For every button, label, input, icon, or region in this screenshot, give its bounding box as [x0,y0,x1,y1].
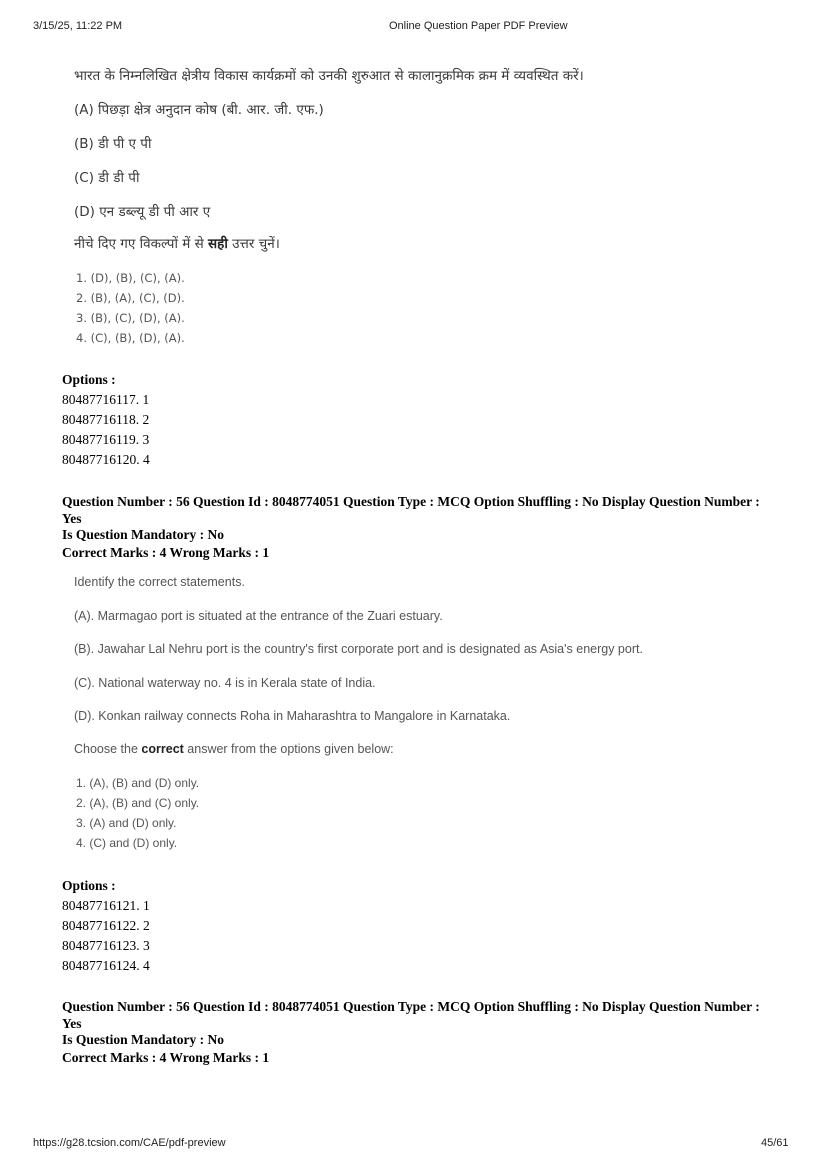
options-list [62,876,150,976]
question-stem: भारत के निम्नलिखित क्षेत्रीय विकास कार्यक्रमों को उनकी शुरुआत से कालानुक्रमिक क्रम में व्यवस्थित करें। [74,68,584,84]
question-meta [62,494,782,561]
options-label: Options : [62,878,116,893]
print-datetime: 3/15/25, 11:22 PM [33,20,123,32]
statement-c: (C). National waterway no. 4 is in Kerala state of India. [74,676,376,690]
options-list [62,370,150,470]
print-title: Online Question Paper PDF Preview [389,20,568,32]
statement-a: (A) पिछड़ा क्षेत्र अनुदान कोष (बी. आर. जी. एफ.) [74,102,324,118]
choice-4: 4. (C), (B), (D), (A). [76,331,185,345]
statement-b: (B). Jawahar Lal Nehru port is the country's first corporate port and is designated as Asia's energy port. [74,642,643,656]
statement-d: (D) एन डब्ल्यू डी पी आर ए [74,204,211,220]
question-meta-line: Question Number : 56 Question Id : 8048774051 Question Type : MCQ Option Shuffling : No Display Question Number : Yes [62,999,760,1031]
page-url: https://g28.tcsion.com/CAE/pdf-preview [33,1137,226,1149]
statement-a: (A). Marmagao port is situated at the entrance of the Zuari estuary. [74,609,443,623]
instruction-post: answer from the options given below: [183,742,394,756]
instruction-pre: Choose the [74,742,142,756]
option-id: 80487716124. 4 [62,958,150,973]
option-id: 80487716122. 2 [62,918,150,933]
question-instruction [74,742,394,756]
choice-4: 4. (C) and (D) only. [76,836,178,850]
choice-3: 3. (B), (C), (D), (A). [76,311,185,325]
statement-b: (B) डी पी ए पी [74,136,152,152]
instruction-post: उत्तर चुनें। [227,236,280,252]
option-id: 80487716117. 1 [62,392,150,407]
question-meta-line: Question Number : 56 Question Id : 8048774051 Question Type : MCQ Option Shuffling : No Display Question Number : Yes [62,494,760,526]
question-meta [62,999,782,1066]
option-id: 80487716118. 2 [62,412,150,427]
choice-1: 1. (D), (B), (C), (A). [76,271,185,285]
question-stem: Identify the correct statements. [74,575,245,589]
question-mandatory: Is Question Mandatory : No [62,527,225,542]
option-id: 80487716121. 1 [62,898,150,913]
option-id: 80487716123. 3 [62,938,150,953]
choice-2: 2. (B), (A), (C), (D). [76,291,185,305]
page-number: 45/61 [761,1137,789,1149]
options-label: Options : [62,372,116,387]
statement-c: (C) डी डी पी [74,170,140,186]
statement-d: (D). Konkan railway connects Roha in Maharashtra to Mangalore in Karnataka. [74,709,511,723]
question-marks: Correct Marks : 4 Wrong Marks : 1 [62,1049,270,1065]
instruction-bold: सही [208,236,228,252]
question-instruction [74,234,280,252]
option-id: 80487716120. 4 [62,452,150,467]
choice-3: 3. (A) and (D) only. [76,816,177,830]
option-id: 80487716119. 3 [62,432,150,447]
question-marks: Correct Marks : 4 Wrong Marks : 1 [62,544,270,560]
instruction-pre: नीचे दिए गए विकल्पों में से [74,236,209,252]
choice-1: 1. (A), (B) and (D) only. [76,776,200,790]
instruction-bold: correct [141,742,184,756]
question-mandatory: Is Question Mandatory : No [62,1032,225,1047]
choice-2: 2. (A), (B) and (C) only. [76,796,200,810]
